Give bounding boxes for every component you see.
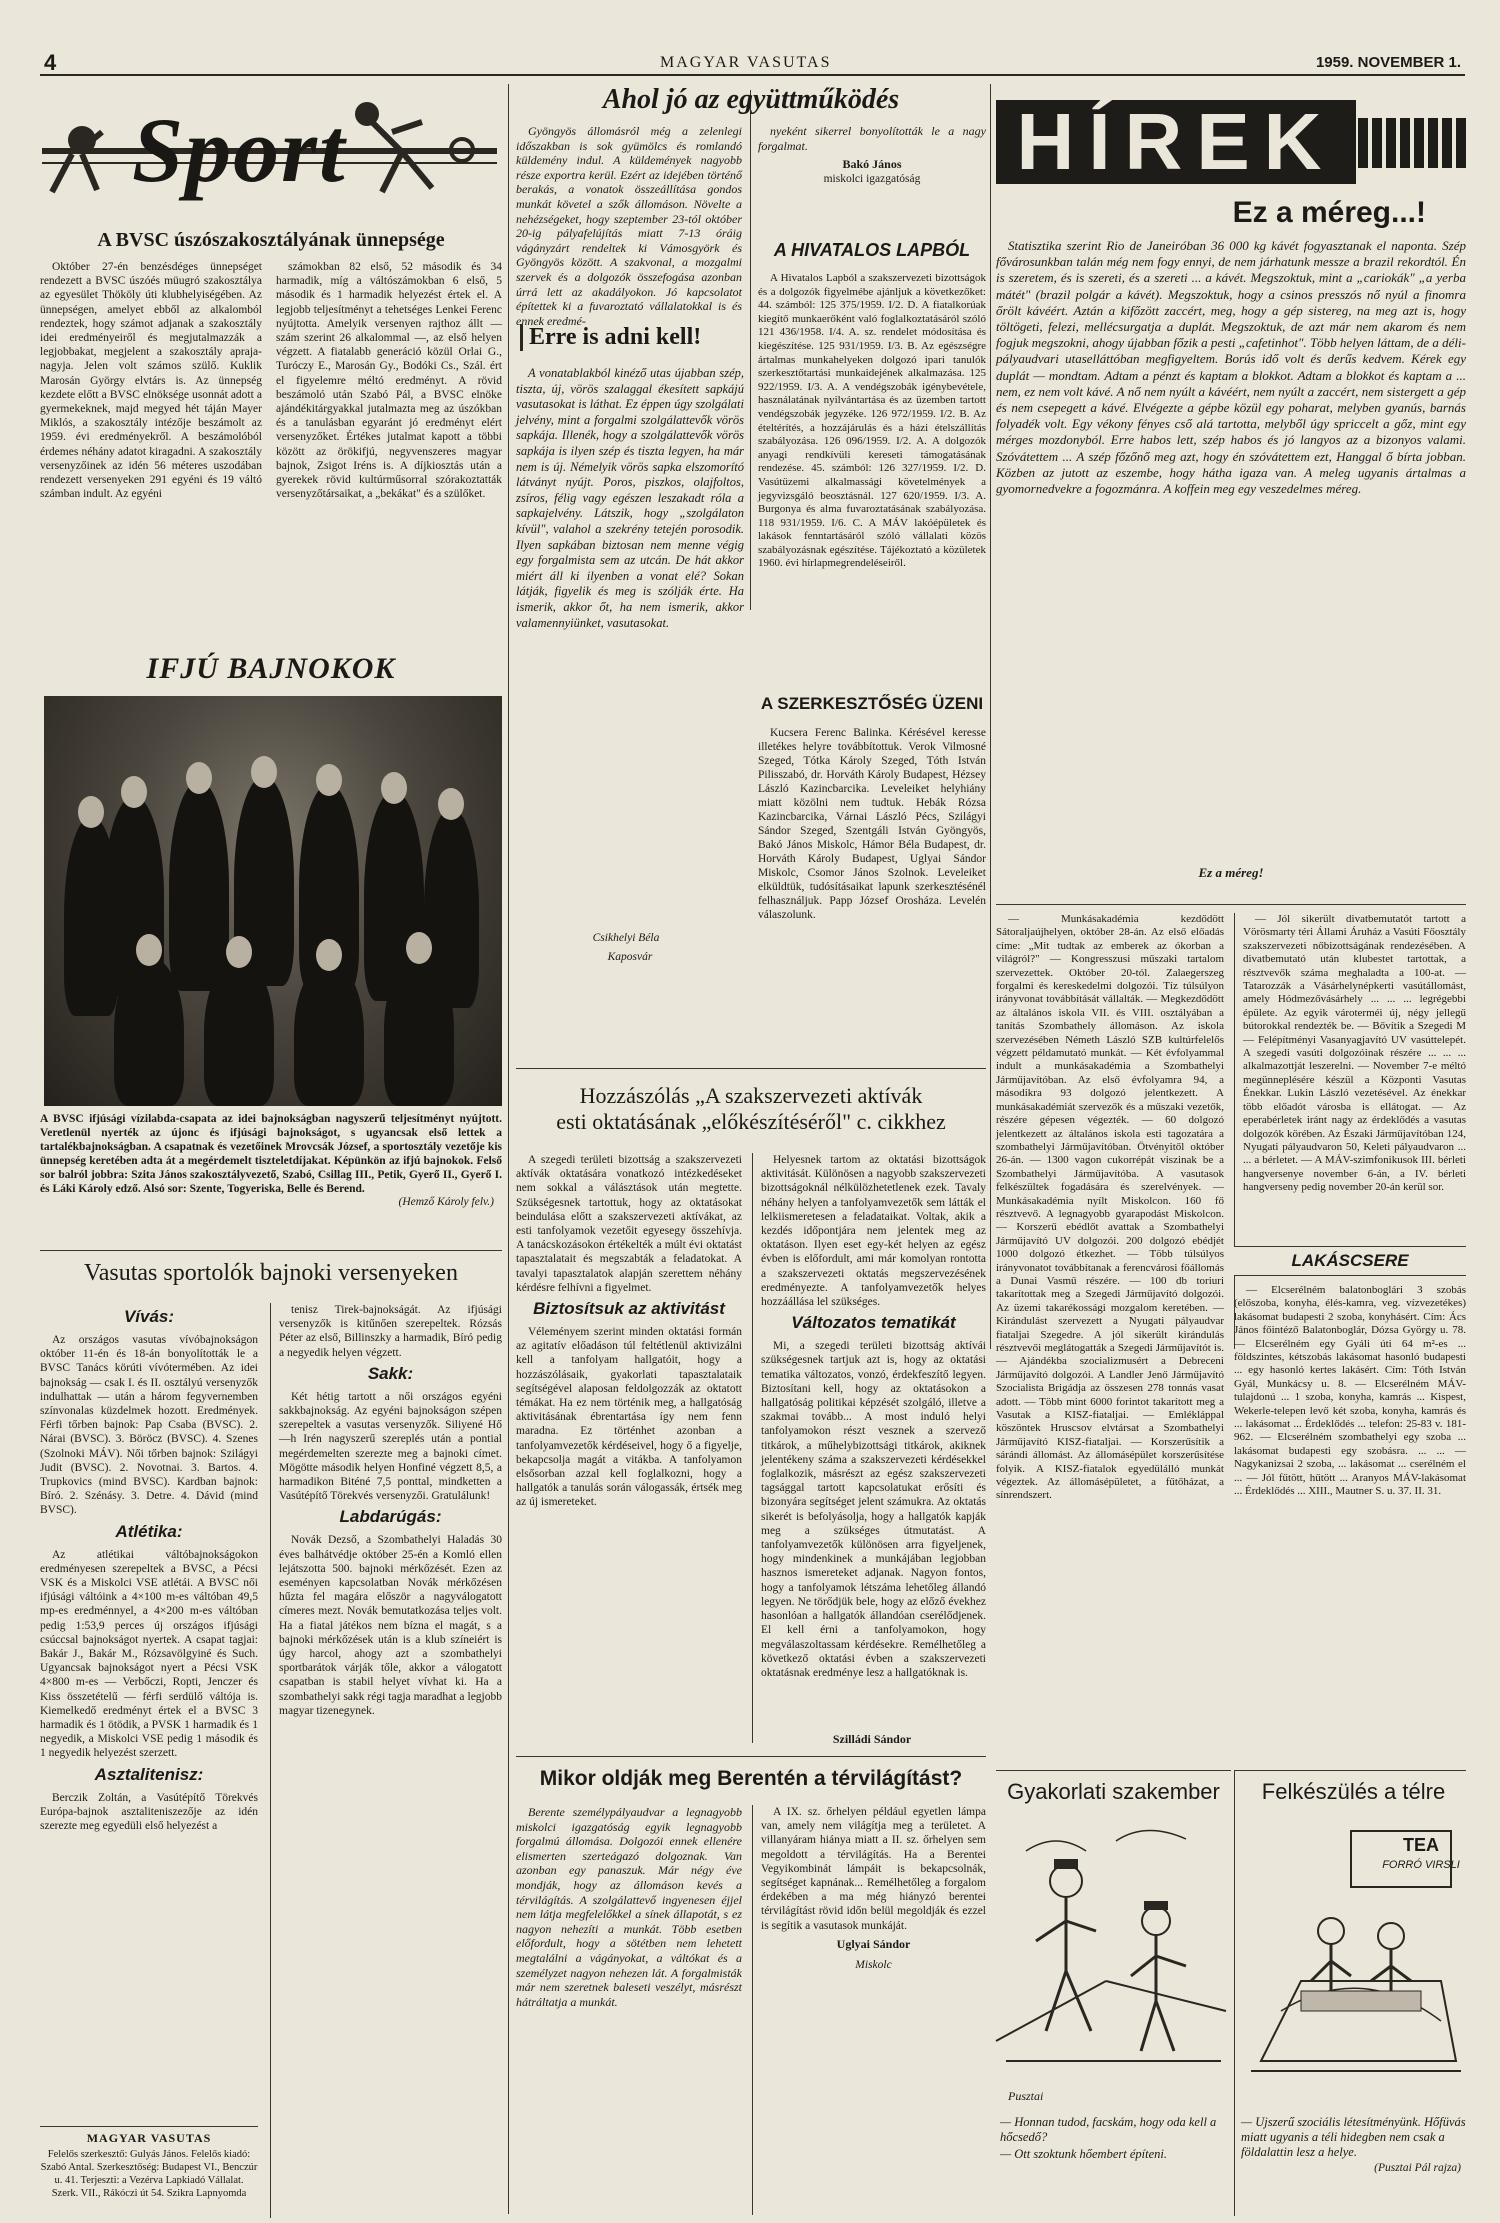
hozzaszolas-title-line1: Hozzászólás „A szakszervezeti aktívák — [579, 1083, 923, 1108]
bvsc-article — [40, 228, 502, 650]
atletika-text: Az atlétikai váltóbajnokságokon eredményesen szerepeltek a BVSC, a Pécsi VSK és a Miskolci VSE atlétái. A BVSC női ifjúsági váltóink a 4×100 m-es váltóban 49,5 mp-es eredménnyel, a 4×200 m-es váltóban pedig 1:53,9 perces új országos ifjúsági csúccsal bajnokságot nyertek. A csapat tagjai: Bakár J., Bakár M., Rózsavölgyiné és Such. Ugyancsak bajnokságot nyert a Pécsi VSK 4×800 m-es — Verbőczi, Ropti, Jenczer és Kiss összetételű — férfi serdülő váltója is. Kiemelkedő eredményt értek el a BVSC 3 harmadik és 1 ötödik, a PVSK 1 harmadik és 1 negyedik, a Miskolci VSE pedig 1 második és 1 negyedik helyezést szerzett. — [40, 1548, 258, 1760]
sport-banner-title: Sport — [132, 99, 347, 201]
impressum-lines: Felelős szerkesztő: Gulyás János. Felelős kiadó: Szabó Antal. Szerkesztőség: Budapest VI., Benczúr u. 41. Terjeszti: a Vezérva Lapkiadó Vállalat. Szerk. VII., Rákóczi út 54. Szikra Lapnyomda — [40, 2149, 258, 2199]
ahol-signature: Bakó János — [842, 157, 902, 172]
hozzaszolas-signature: Szilládi Sándor — [832, 1732, 912, 1746]
berente-signature: Uglyai Sándor — [836, 1936, 911, 1951]
issue-date: 1959. NOVEMBER 1. — [1315, 54, 1461, 71]
berente-text-col1: Berente személypályaudvar a legnagyobb miskolci igazgatóság egyik legnagyobb forgalmú állomása. Dolgozói ennek ellenére elismerten szerteágazó dolgoznak. Van azonban egy panaszuk. Már négy éve mondják, hogy az állomáson kevés a térvilágítás. A szolgálattevő ingyenesen éjjel nem látja megfelelőkkel a sínek állapotát, s ez nagyon nehezíti a munkát. Több esetben előfordult, hogy a sötétben nem lehetett megtalálni a vágányokat, a váltókat és a személyzet nagyon nehezen lát. A forgalmisták már nem szeretnek baleseti veszélyt, másrészt hátráltatja a munkát. — [516, 1805, 742, 2009]
hivatalos-lapbol — [758, 228, 986, 678]
uzenet-text: Kucsera Ferenc Balinka. Kérésével keresse illetékes helyre továbbítottuk. Verok Vilmosné Szeged, Tótka Károly Szeged, Tóth István Pilisszabó, dr. Horváth Károly Budapest, Hézsey László Kazincbarcika. Leveleiket helyhiány miatt közölni nem tudtuk. Hebák Rózsa Kazincbarcika, Várnai László Pécs, Szilágyi Sándor Szeged, Szentgáli István Gyöngyös, Bakó János Miskolc, Hámor Béla Budapest, dr. Horváth Károly Budapest, Uglyai Sándor Miskolc, Csomor János Szolnok. Leveleiket elküldtük, tudósításaikat lapunk szerkesztésénél felhasználjuk. Papp József Orosháza. Levelén válaszolunk. — [758, 727, 986, 921]
sport-banner — [42, 92, 497, 224]
labdarugas-text: Novák Dezső, a Szombathelyi Haladás 30 éves balhátvédje október 25-én a Komló ellen lejátszotta 500. bajnoki mérkőzését. Ezen az eseményen kapcsolatban Novák mérkőzésen hűzta fel magára először a nagyválogatott címeres mezt. Novák bemutatkozása teljes volt. Ha a fiatal játékos nem bízna el magát, s a bajnoki mérkőzések után is a klub színeiért is úgy harcol, ahogy azt a szombathelyi sportbarátok várják tőle, akkor a válogatott csapatban is stabil helyet vívhat ki. Ha a szombathelyi sakk régi tagja maradhat a legjobb magyar tizenegynek. — [279, 1534, 502, 1717]
cartoon1-caption2: — Ott szoktunk hőembert építeni. — [1000, 2147, 1167, 2161]
bvsc-title: A BVSC úszószakosztályának ünnepsége — [97, 229, 445, 251]
biztositsuk-heading: Biztosítsuk az aktivitást — [533, 1299, 725, 1319]
cartoon-felkeszules — [1234, 1770, 1466, 2216]
erre-title: Erre is adni kell! — [520, 324, 744, 351]
hivatalos-text: A Hivatalos Lapból a szakszervezeti bizottságok és a dolgozók figyelmébe ajánljuk a következőket: 44. számból: 125 375/1959. I/2. D. A fiatalkorúak kiegítő munkaerőként való foglalkoztatásáról szóló 121 436/1958. I/4. A. sz. rendelet módosítása és kiegészítése. 125 931/1959. I/3. B. Az egészségre ártalmas munkahelyeken dolgozó ipari tanulók szerkesztőtartási munkaidejének alkalmazása. 125 922/1959. I/3. A. A vendégszobák igénybevétele, használatának nyilvántartása és az üzemben tartott vendégszobák jegyzéke. 126 972/1959. I/2. B. Az ételtérítés, a hozzájárulás és a házi ételszállítás szabályozása. 126 096/1959. I/2. A. A dolgozók anyagi rendkívüli kereseti támogatásának rendezése. 45. számból: 126 327/1959. I/2. D. Vasútüzemi alkalmassági követelmények a jegyvizsgáló beosztásnál. 127 620/1959. I/3. A. Burgonya és alma fuvaroztatásának szabályozása. 118 931/1959. I/6. C. A MÁV lakóépületek és lakások fenntartásáról szóló vállalati közös szabályozásnak egészítése. Tájékoztató a közületek 1960. évi hírlapmegrendeléseiről. — [758, 272, 986, 570]
asztalitenisz-heading: Asztalitenisz: — [94, 1764, 204, 1784]
impressum-paper: MAGYAR VASUTAS — [86, 2131, 212, 2145]
valtozatos-heading: Változatos tematikát — [791, 1313, 956, 1333]
hirek-right-column: — Jól sikerült divatbemutatót tartott a Vörösmarty téri Állami Áruház a Vasúti Főosztály szakszervezeti nőbizottságának rendezésében. A divatbemutató után klubestet tartottak, a résztvevők száma meghaladta a 100-at. — Tatarozzák a Vásárhelynépkerti vasútállomást, amely Hódmezővásárhely ... ... ... legrégebbi épülete. Az egyik vároterméi új, négy jellegű bútorokkal rendezték be. — Bővítik a Szegedi M— Felépítményi Vasanyagjavító UV vasúttelepét. A szegedi vasúti dolgozóinak részére ... ... ... alkalmazottját leszerelni. — November 7-e méltó megünneplésére készül a Központi Vasutas Énekkar. Lukin László vezetésével. Az énekkar több előadót városba is ellátogat. — Az eperabérletek iránt nagy az érdeklődés a vasutas dolgozók körében. Az Északi Járműjavítóban 124, Nyugati pályaudvaron 50, Keleti pályaudvaron ... ... a bérletet. — A MÁV-szimfonikusok III. bérleti hangversenye november 6-án, a IV. bérleti hangverseny pedig november 20-án kerül sor. — [1243, 913, 1466, 1194]
mereg-title: Ez a méreg...! — [1232, 196, 1426, 229]
sakk-heading: Sakk: — [367, 1363, 414, 1383]
viva-text: Az országos vasutas vívóbajnokságon október 11-én és 18-án bonyolították le a BVSC Tanács körúti vívótermében. Az idei bajnokság — csak I. és II. osztályú versenyzők indulhattak — után a három fegyvernemben színvonalas küzdelmek hozott. Eredmények. Férfi tőrben bajnok: Pap Csaba (BVSC). 2. Nárai (BVSC). 3. Böröcz (BVSC). 4. Szenes (Szolnoki MÁV). Női tőrben bajnok: Szilágyi Judit (BVSC). 2. Novotnai. 3. Bartos. 4. Trupkovics (mind BVSC). Kardban bajnok: Bíró. 2. Szénásy. 3. Detre. 4. Dávid (mind BVSC). — [40, 1334, 258, 1517]
lakascsere — [1234, 1246, 1466, 1766]
ahol-text-col2: nyeként sikerrel bonyolították le a nagy forgalmat. — [758, 124, 986, 153]
cartoon2-credit: (Pusztai Pál rajza) — [1374, 2162, 1461, 2174]
impressum — [40, 2126, 258, 2223]
page-number: 4 — [44, 50, 57, 75]
szerkesztoseg-uzeni — [758, 682, 986, 1062]
cartoon2-sign-virsli: FORRÓ VIRSLI — [1382, 1859, 1460, 1871]
viva-continued: tenisz Tirek-bajnokságát. Az ifjúsági versenyzők is kitűnően szerepeltek. Rózsás Péter az első, Billinszky a harmadik, Bíró pedig a negyedik helyen végzett. — [279, 1304, 502, 1359]
sakk-text: Két hétig tartott a női országos egyéni sakkbajnokság. Az egyéni bajnokságon szépen szerepeltek a vasutas versenyzők. Siliyené Hő—h Irén nagyszerű szereplés után a pontial megérdemelten szerezte meg a bajnoki címet. Mögötte második helyen Honfiné végzett 8,5, a harmadikon Biténé 7,5 ponttal, mindketten a Vasútépítő Törekvés versenyzői. Gratulálunk! — [279, 1390, 502, 1503]
labdarugas-heading: Labdarúgás: — [339, 1507, 442, 1527]
photo-caption: A BVSC ifjúsági vízilabda-csapata az idei bajnokságban nagyszerű teljesítményt nyújtott. Veretlenül nyerték az újonc és ifjúsági bajnokságot, s ugyancsak első lettek a tartalékbajnokságban. A csapatnak és vezetőinek Mrovcsák József, a sportosztály vezetője kis ünnepség keretében adta át a megérdemelt tiszteletdíjakat. Képünkön az ifjú bajnokok. Felső sor balról jobbra: Szita János szakosztályvezető, Szabó, Csillag III., Petik, Gyerő II., Gyerő I. és Láki Károly edző. Alsó sor: Szente, Togyeriska, Belle és Berend. — [40, 1113, 502, 1195]
hirek-left-column: — Munkásakadémia kezdődött Sátoraljaújhelyen, október 28-án. Az első előadás címe: „Mit tudtak az emberek az ókorban a világról?" — Kongresszusi műszaki tartalom szervezettek. Október 20-tól. Zalaegerszeg forgalmi és kereskedelmi dolgozói. Tíz túlsúlyon irányvonat továbbítását vállalták. — Megkezdődött az általános iskola VII. és VIII. osztályában a tanítás Szombathely állomáson. Az iskola szervezésében Németh László SZB kultúrfelelős végzett példamutató munkát. — Két évfolyammal indult a munkásakadémia a Szombathelyi Járműjavítóban. Az első évfolyamra 94, a másodikra 93 dolgozó jelentkezett. A munkásakadémiát szervezők és a műszaki vezetők, részére gépesen végezték. — 60 dolgozó jelentkezett az általános iskola esti tagozatára a szombathelyi Járműjavítóban. Ötvényitől október 26-án. — 1300 vagon cukorrépát viszinak be a Szombathelyi Járműjavítóba. A vasutasok felkészültek fogadására és szerelvények. — Munkásakadémia nyílt Miskolcon. 160 fő résztvevő. A legnagyobb gyarapodást Miskolcon. — Korszerű ebédlőt avattak a Szombathelyi Járműjavító UV dolgozói. 200 dolgozó ebédjét 1000 dolgozó étkezhet. — Több túlsúlyos irányvonatot továbbítanak a ferencvárosi főállomás a Dunai Vasmű részére. — 100 db toriuri takarítottak meg a Szegedi Járműjavító dolgozói. Az üzemi takarékossági mozgalom keretében. — Kirándulást szervezett a Nyugati pályaudvar fiataljai Szegedre. A jól sikerült kirándulás résztvevői meglátogatták a Szegedi Járműjavítót is. — Ajándékba szocializmusért a Debreceni Járműjavító dolgozói. A Landler Jenő Járműjavító Szocialista Brigádja az összesen 278 tonnás vasat adott. — Több mint 6000 forintot takarított meg a Vasutak a KISZ-fiataljai. — Emlékláppal köszöntek Hruscsov elvtársat a Szombathelyi Járműjavító KISZ-fiataljai. — Korszerűsítik a sárándi állomást. Az állomásépület korszerűsítése folyik. A KISZ-fiatalok egyedülálló munkát végeztek. Az állomásépületet, a fűtőházat, a sínrendszert. — [996, 913, 1224, 1502]
biztositsuk-text: Véleményem szerint minden oktatási formán az agitatív előadáson túl feltétlenül aktivizálni kell a tanfolyam hallgatóit, hogy a hozzászólásaik, gyakorlati tapasztalataik segítségével alaposan feldolgozzák az oktatott témákat. Ha ez nem történik meg, a hallgatóság aktivitásának ébrentartása így nem fenn maradna. Ez történhet azonban a tanfolyamvezetők kérdéseivel, hogy ő a figyelje, bekapcsolja magát a vitákba. A tanfolyamon elsősorban azzal kell foglalkozni, hogy a hallgatók a tanulás során válogassák, értsék meg az új ismereteket. — [516, 1326, 742, 1509]
vasutas-title: Vasutas sportolók bajnoki versenyeken — [84, 1260, 458, 1286]
erre-signature-place: Kaposvár — [607, 951, 653, 963]
erre-text: A vonatablakból kinéző utas újabban szép, tiszta, új, vörös szalaggal ékesített sapkájú vasutasokat is láthat. Ez éppen úgy szolgálati jelvény, mint a forgalmi szolgálattevők vörös sapkája. Illenék, hogy a szolgálattevők vörös sapkája is ilyen szép és tiszta legyen, ha már nem is új. Némelyik vörös sapka elszomorító látványt nyújt. Poros, piszkos, olajfoltos, zsíros, félig vagy egészen leszakadt róla a sapkajelvény. Látszik, hogy „szolgálaton kívül", valahol a szekrény tetején porosodik. Ilyen sapkában biztosan nem menne végig egy forgalmista sem az utcán. De hát akkor miért áll ki ilyenben a vonat elé? Sokan látják, figyelik és meg is szólják érte. Ha ismerik, akkor őt, ha nem ismerik, akkor valamennyiünket, vasutasokat. — [516, 366, 744, 630]
photo-credit: (Hemző Károly felv.) — [398, 1196, 494, 1208]
bvsc-text-col2: számokban 82 első, 52 második és 34 harmadik, míg a váltószámokban 6 első, 5 második és 1 harmadik helyezést értek el. A legjobb teljesítményt a tehetséges Lenkei Ferenc nyújtotta. Amelyik versenyen rajthoz állt — szám szerint 26 alkalommal —, az első helyen végzett. A fiatalabb generáció közül Orlai G., Turóczy E., Marosán Gy., Bodóki Cs., Szál. ért el figyelemre méltó eredményt. A rövid beszámoló után Szabó Pál, a BVSC elnöke ajándékitárgyakkal jutalmazta meg az úszókban és a tanulásban egyaránt jó eredményt elért versenyzőket. Értékes jutalmat kapott a többi között az örökifjú, negyvenszeres magyar bajnok, Zsigot Iréns is. A díjkiosztás után a gyerekek rövid kultúrműsorral szórakoztatták versenyzőtársaikat, a „bekákat" és a szülőket. — [276, 261, 502, 501]
hirek-banner-title: HÍREK — [1016, 97, 1336, 186]
mereg-article — [996, 196, 1466, 902]
paper-name: MAGYAR VASUTAS — [660, 54, 832, 71]
berente-article — [516, 1756, 986, 2216]
hozzaszolas-signature-block — [758, 1730, 986, 1750]
cartoon2-caption: — Ujszerű szociális létesítményünk. Hőfüvás miatt ugyanis a téli hidegben nem csak a földalattin lesz a helye. — [1241, 2115, 1466, 2159]
cartoon-gyakorlati — [996, 1770, 1231, 2216]
ahol-title: Ahol jó az együttműködés — [602, 84, 900, 115]
asztalitenisz-text: Berczik Zoltán, a Vasútépítő Törekvés Európa-bajnok asztaliteniszezője az idén szerezte meg egyedüli első helyezést a — [40, 1791, 258, 1833]
lakascsere-title: LAKÁSCSERE — [1234, 1246, 1466, 1276]
hivatalos-title: A HIVATALOS LAPBÓL — [773, 240, 971, 260]
cartoon2-sign-tea: TEA — [1403, 1835, 1439, 1855]
masthead — [40, 50, 1465, 76]
hozzaszolas-text-col2: Helyesnek tartom az oktatási bizottságok aktivitását. Különösen a nagyobb szakszervezeti bizottságoknál nélkülözhetetlenek ezek. Tavaly néhány helyen a tanfolyamvezetők sem látták el lelkiismeretesen a feladataikat. Voltak, akik a kezdés időpontjára nem jelentek meg az oktatáson. Ilyen eset egy-két helyen az egész évben is előfordult, ami már komolyan rontotta a szakszervezeti oktatás megszervezésének eredményezte. A tanfolyamvezetők helyes hozzáállása lel szükséges. — [761, 1154, 986, 1309]
cartoon1-artist: Pusztai — [1008, 2089, 1044, 2103]
bvsc-text-col1: Október 27-én benzésdéges ünnepséget rendezett a BVSC úszóés müugró szakosztálya az egyesület Thököly úti klubhelyiségében. Az ünnepségen, amelyet ebből az alkalomból rendeztek, hogy számot adjanak a szakosztály idei eredményeiről és megjutalmazzák a legjobbakat, megjelent a szakosztály apraja-nagyja. Jelen volt számos szülő. Kuklik Marosán György elvtárs is. Az ünnepség kezdete előtt a BVSC elnöksége usonnát adott a gyermekeknek, majd megyed hét táján Mayer Miklós, a szakosztály intézője beszámolt az 1959. évi eredményekről. A beszámolóból érdemes néhány adatot kiragadni. A szakosztály versenyzőinek az idén 56 méteres uszodában rendezett versenyeken 291 egyéni és 19 váltó számban indult. Az egyéni — [40, 261, 262, 501]
team-photo — [44, 696, 502, 1106]
hozzaszolas-article — [516, 1068, 986, 1744]
cartoon1-drawing — [996, 1811, 1231, 2111]
berente-title: Mikor oldják meg Berentén a térvilágítást? — [539, 1767, 963, 1790]
valtozatos-text: Mi, a szegedi területi bizottság aktívái szükségesnek tartjuk azt is, hogy az oktatási tematika változatos, vonzó, érdekfeszítő legyen. Biztosítani kell, hogy az oktatásokon a hallgatóság politikai képzését szolgáló, illetve a szakmai tovább... A most induló helyi tanfolyamokon részt vesznek a szervező titkárok, a műhelybizottsági titkárok, akiknek jelentékeny száma a szakszervezeti kérdésekkel foglalkozik, másrészt az egész szakszervezeti tagsággal tartott kapcsolatukat erősíti és bizonyára segítséget jelent számukra. Az oktatás sikerét is befolyásolja, hogy a hallgatók kapják meg a szükséges útmutatást. A tanfolyamvezetők különösen arra figyeljenek, hogy mindenkinek a munkájában legjobban hasznos ismereteket adjanak. Nagyon fontos, hogy a tanfolyamok létszáma lehetőleg állandó legyen. Ne törődjük bele, hogy az előző évekhez hasonlóan a hallgatók állandóan cserélődjenek. El kell érni a tanfolyamokon, hogy megválaszoltassam kérdésekre. Remélhetőleg a következő oktatási évben a szakszervezeti oktatásnak eredménye lesz a hallgatóknak is. — [761, 1340, 986, 1679]
mereg-sign-off: Ez a méreg! — [1198, 865, 1264, 880]
erre-article — [516, 318, 744, 998]
cartoon1-caption1: — Honnan tudod, facskám, hogy oda kell a hőcsedő? — [1000, 2115, 1217, 2144]
cartoon1-title: Gyakorlati szakember — [1007, 1779, 1220, 1804]
vasutas-sport — [40, 1250, 502, 2220]
ifju-bajnokok — [40, 652, 502, 1242]
ifju-title: IFJÚ BAJNOKOK — [146, 652, 396, 685]
hozzaszolas-text-col1: A szegedi területi bizottság a szakszervezeti aktívák oktatására vonatkozó intézkedéseket nem sokkal a válásztások után megtette. Szükségesnek tartottuk, hogy az oktatásokat beindulása előtt a szakszervezeti aktívákat, az esti tanfolyamok vezetőit egyesegy összehívja. A tanácskozásokon értékelték a múlt évi oktatást tapasztalatait és megszabták a feladatokat. A tavalyi tapasztalatok alapján szerettem néhány kérdésre felhívni a figyelmet. — [516, 1154, 742, 1294]
ahol-signature-role: miskolci igazgatóság — [823, 173, 921, 186]
berente-signature-place: Miskolc — [855, 1958, 892, 1971]
cartoon2-drawing — [1241, 1811, 1467, 2111]
ahol-text-col1: Gyöngyös állomásról még a zelenlegi időszakban is sok gyümölcs és romlandó küldemény indul. A küldemények nagyobb része exportra kerül. Ezért az idejében történő berakás, a vonatok összeállítása gondos munkát követel a szők állomáson. Növelte a nehézségeket, hogy szeptember 23-tól október 20-ig pályafelújítás miatt 7-13 óráig vágányzárt rendeltek ki Vámosgyörk és Gyöngyös között. A szakvonal, a mozgalmi szervek és a dolgozók összefogása azonban úrrá lett az akadályokon. Jó kapcsolatot építettek ki a fuvaroztató vállalatokkal is és ennek eredmé- — [516, 124, 742, 328]
cartoon2-title: Felkészülés a télre — [1261, 1779, 1446, 1804]
berente-text-col2: A IX. sz. őrhelyen például egyetlen lámpa van, amely nem világítja meg a területet. A villanyáram hiánya miatt a II. sz. őrhelyen sem megoldott a térvilágítás. Ha a Berentei Vegyikombinát lámpáit is bekapcsolnák, segítséget kapnának... Remélhetőleg a forgalom érdekében a ma még hiányzó berentei térvilágítást rövid időn belül megoldják és ezzel is segítik a vasutasok munkáját. — [761, 1806, 986, 1932]
hozzaszolas-title-line2: esti oktatásának „előkészítéséről" c. cikkhez — [556, 1109, 946, 1134]
hirek-banner — [996, 92, 1466, 192]
lakascsere-text: — Elcserélném balatonboglári 3 szobás (előszoba, konyha, élés-kamra, veg. vízvezetékes) lakásomat budapesti 2 szoba, konyhásért. Cím: Ács János főintéző Balatonboglár, Dózsa György u. 78. — Elcserélném egy Gyáli úti 64 m²-es ... földszintes, kétszobás lakásomat hasonló budapesti ... egy hasonló kertes lakásért. Cím: Tóth István Gyál, Munkácsy u. 8. — Elcserélném MÁV-tulajdonú ... 1 szoba, konyha, kamrás ... Kispest, Wekerle-telepen levő két szoba, konyha, kamrás és ... lakásomat ... Érdeklődés ... telefon: 25-83 v. 181-962. — Elcserélném szombathelyi egy szoba ... lakásomat budapesti egy szobásra. ... ... — Nagykanizsai 2 szoba, ... lakásomat ... cserélném el ... — Jól fűtött, hűtött ... Aranyos MÁV-lakásomat ... Érdeklődés ... XIII., Mautner S. u. 37. II. 31. — [1234, 1284, 1466, 1498]
erre-signature: Csikhelyi Béla — [592, 932, 660, 944]
mereg-text: Statisztika szerint Rio de Janeiróban 36 000 kg kávét fogyasztanak el naponta. Szép fővárosunkban talán még nem fogy ennyi, de nem járhatunk messze a brazil rekordtól. Én is szeretem, és is szereti, és a szereti ... a kávét. Megszoktuk, mint a „cariokák" „a yerba mátét" (brazil polgár a kávét). Megszoktuk, hogy a csinos presszós nő nyúl a finomra őrölt kávéért. Aztán a kifőzött zaccért, meg, hogy a gép sistereg, na meg azt is, hogy töltögeti, felezi, mellécsurgatja a duplát. Megszoktuk, de azt már nem akarom és nem fogjuk megszokni, ahogy újabban főzik a pesti „cafetinhot". Több helyen láttam, de a déli-pályaudvari utaselláttóban megfigyeltem. Borús idő volt és derűs kedvem. Kérek egy duplát — mondtam. Adtam a pénzt és kaptam a blokkot. Adtam a blokkot és kaptam a ... nem, ez nem volt kávé. A nő nem nyúlt a kávéért, nem nyúlt a zaccért, nem sistergett a gép és nem csepegett a kávé. Elvégezte a gépbe közül egy poharat, melyben gyanús, barnás folyadék volt. Egy vékony fényes cső alá tartotta, melyből úgy spriccelt a gőz, mint egy mérges mozdonyból. Erre habos lett, szép habos és jó langyos az a bizonyos valami. Szóvátettem ... A szép főzőnő meg azt, hogy én szóvátettem ezt, Hanggal ő bírta jobban. Közben az jutott az eszembe, hogy hátha igaza van. A meleg ugyanis ártalmas a gyomornedvekre a fogozmánra. A koffein meg egy veszedelmes méreg. — [996, 238, 1466, 497]
viva-heading: Vívás: — [123, 1307, 175, 1326]
uzenet-title: A SZERKESZTŐSÉG ÜZENI — [760, 694, 984, 713]
atletika-heading: Atlétika: — [115, 1521, 183, 1541]
